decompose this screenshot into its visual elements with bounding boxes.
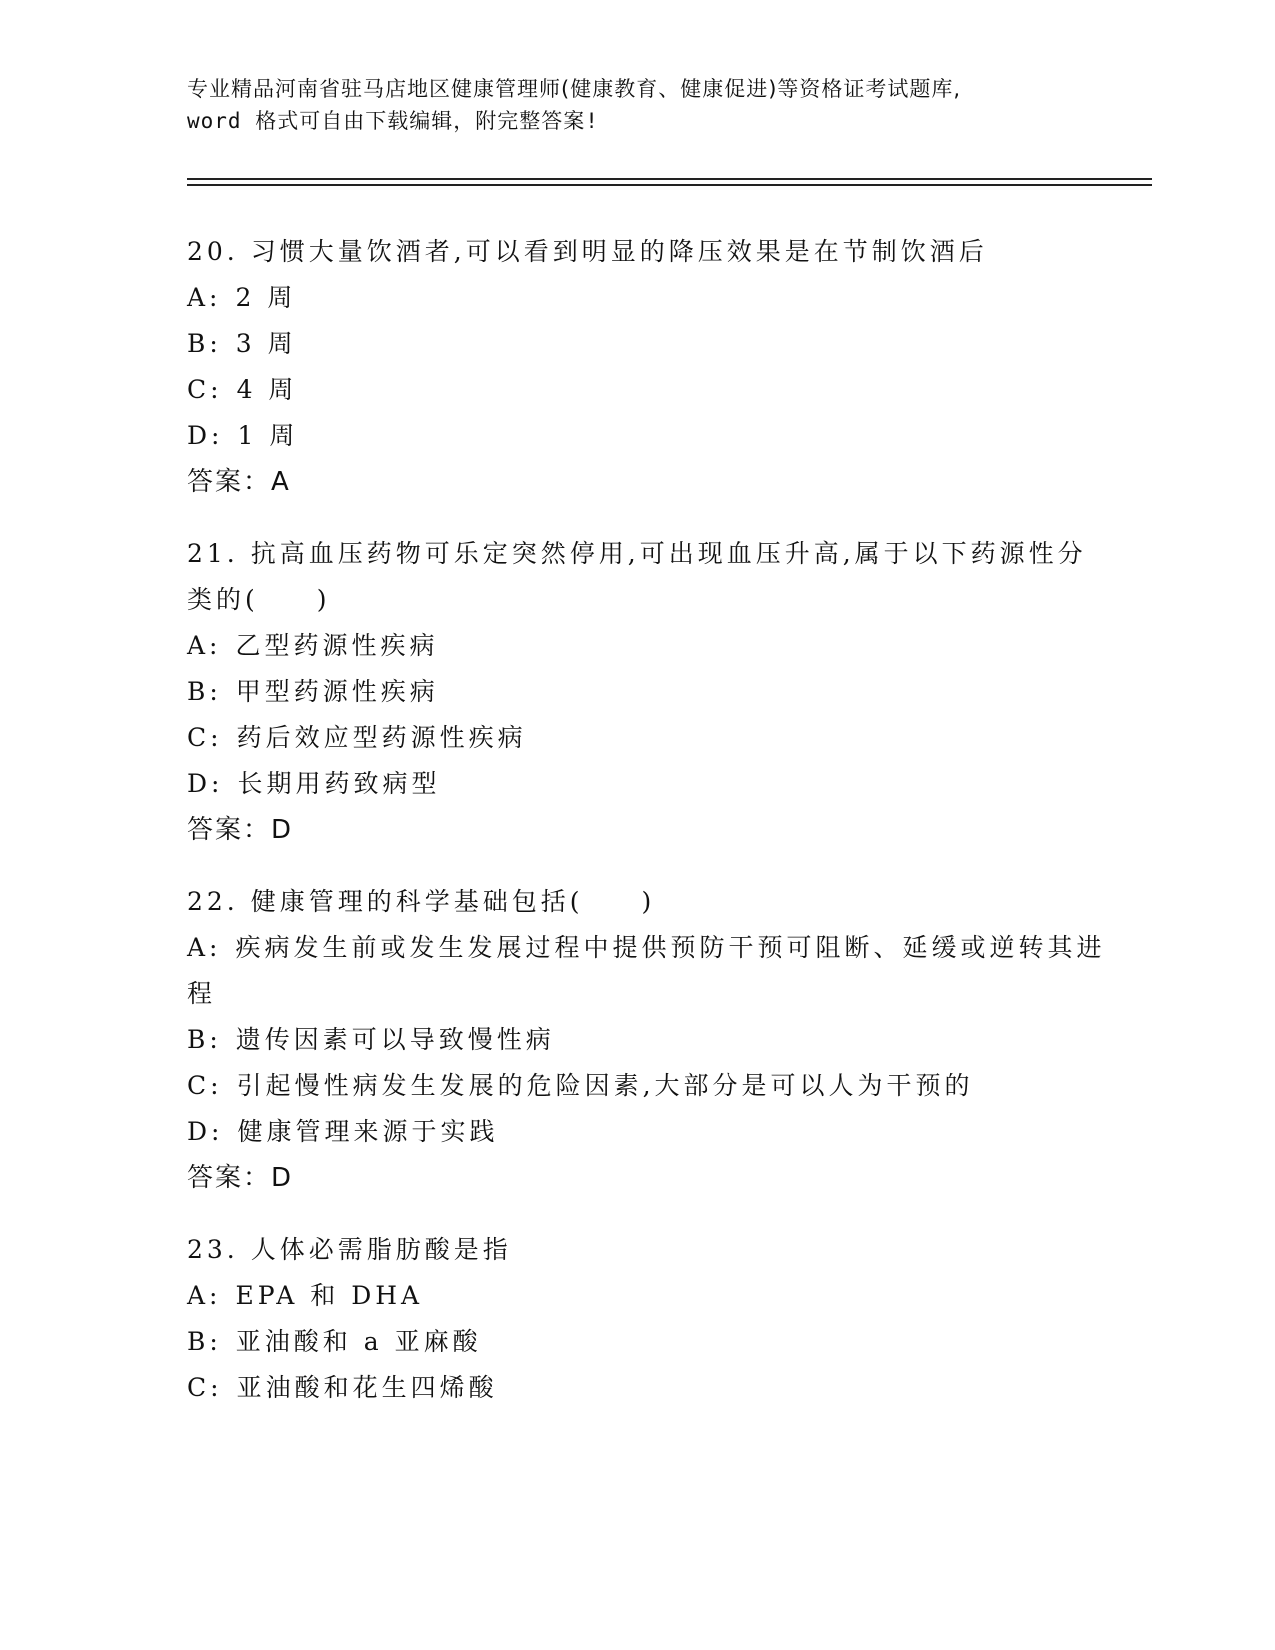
question-stem: 习惯大量饮酒者,可以看到明显的降压效果是在节制饮酒后 <box>250 237 988 266</box>
question-stem: 抗高血压药物可乐定突然停用,可出现血压升高,属于以下药源性分类的( ) <box>187 539 1087 614</box>
answer-option <box>187 275 1107 321</box>
question-item <box>187 1227 1107 1411</box>
option-letter: C: <box>187 1373 223 1402</box>
answer-option <box>187 715 1107 761</box>
question-number: 20. <box>187 237 239 266</box>
option-text: 引起慢性病发生发展的危险因素,大部分是可以人为干预的 <box>236 1071 974 1100</box>
option-text: 遗传因素可以导致慢性病 <box>235 1025 555 1054</box>
question-number: 23. <box>187 1235 239 1264</box>
option-letter: D: <box>187 1117 224 1146</box>
option-text: EPA 和 DHA <box>235 1281 424 1310</box>
answer-option <box>187 1109 1107 1155</box>
option-text: 3 周 <box>235 329 297 358</box>
answer-option <box>187 761 1107 807</box>
question-text <box>187 229 1107 275</box>
answer-option <box>187 623 1107 669</box>
option-letter: A: <box>187 933 222 962</box>
answer-option <box>187 413 1107 459</box>
header-divider-bottom <box>187 184 1152 186</box>
option-text: 甲型药源性疾病 <box>235 677 439 706</box>
question-stem: 人体必需脂肪酸是指 <box>250 1235 512 1264</box>
option-text: 疾病发生前或发生发展过程中提供预防干预可阻断、延缓或逆转其进程 <box>187 933 1106 1008</box>
answer-option <box>187 925 1107 1017</box>
option-letter: B: <box>187 1025 222 1054</box>
answer-key: 答案：D <box>187 815 294 845</box>
option-text: 1 周 <box>237 421 299 450</box>
option-letter: D: <box>187 769 224 798</box>
answer-option <box>187 1319 1107 1365</box>
option-text: 长期用药致病型 <box>237 769 441 798</box>
option-text: 4 周 <box>236 375 298 404</box>
question-text <box>187 1227 1107 1273</box>
question-list <box>187 229 1107 1437</box>
option-letter: A: <box>187 631 222 660</box>
header-divider-top <box>187 178 1152 180</box>
option-text: 药后效应型药源性疾病 <box>236 723 527 752</box>
answer-option <box>187 367 1107 413</box>
question-stem: 健康管理的科学基础包括( ) <box>250 887 656 916</box>
document-header <box>187 73 1107 137</box>
question-text <box>187 531 1107 623</box>
answer-option <box>187 1273 1107 1319</box>
answer-option <box>187 1017 1107 1063</box>
question-text <box>187 879 1107 925</box>
question-number: 22. <box>187 887 239 916</box>
header-line-1: 专业精品河南省驻马店地区健康管理师(健康教育、健康促进)等资格证考试题库, <box>187 77 962 101</box>
option-text: 健康管理来源于实践 <box>237 1117 499 1146</box>
answer-option <box>187 1365 1107 1411</box>
answer-option <box>187 1063 1107 1109</box>
question-item <box>187 531 1107 853</box>
option-text: 乙型药源性疾病 <box>235 631 439 660</box>
answer-key: 答案：A <box>187 467 291 497</box>
option-letter: C: <box>187 723 223 752</box>
option-letter: C: <box>187 1071 223 1100</box>
option-letter: D: <box>187 421 224 450</box>
answer-key: 答案：D <box>187 1163 294 1193</box>
option-letter: A: <box>187 1281 222 1310</box>
option-letter: A: <box>187 283 222 312</box>
question-item <box>187 229 1107 505</box>
answer-option <box>187 669 1107 715</box>
option-letter: B: <box>187 677 222 706</box>
question-number: 21. <box>187 539 239 568</box>
option-letter: B: <box>187 329 222 358</box>
header-line-2: word 格式可自由下载编辑，附完整答案! <box>187 109 599 133</box>
option-text: 2 周 <box>235 283 297 312</box>
answer-option <box>187 321 1107 367</box>
option-text: 亚油酸和 a 亚麻酸 <box>235 1327 482 1356</box>
question-item <box>187 879 1107 1201</box>
option-letter: B: <box>187 1327 222 1356</box>
option-letter: C: <box>187 375 223 404</box>
option-text: 亚油酸和花生四烯酸 <box>236 1373 498 1402</box>
